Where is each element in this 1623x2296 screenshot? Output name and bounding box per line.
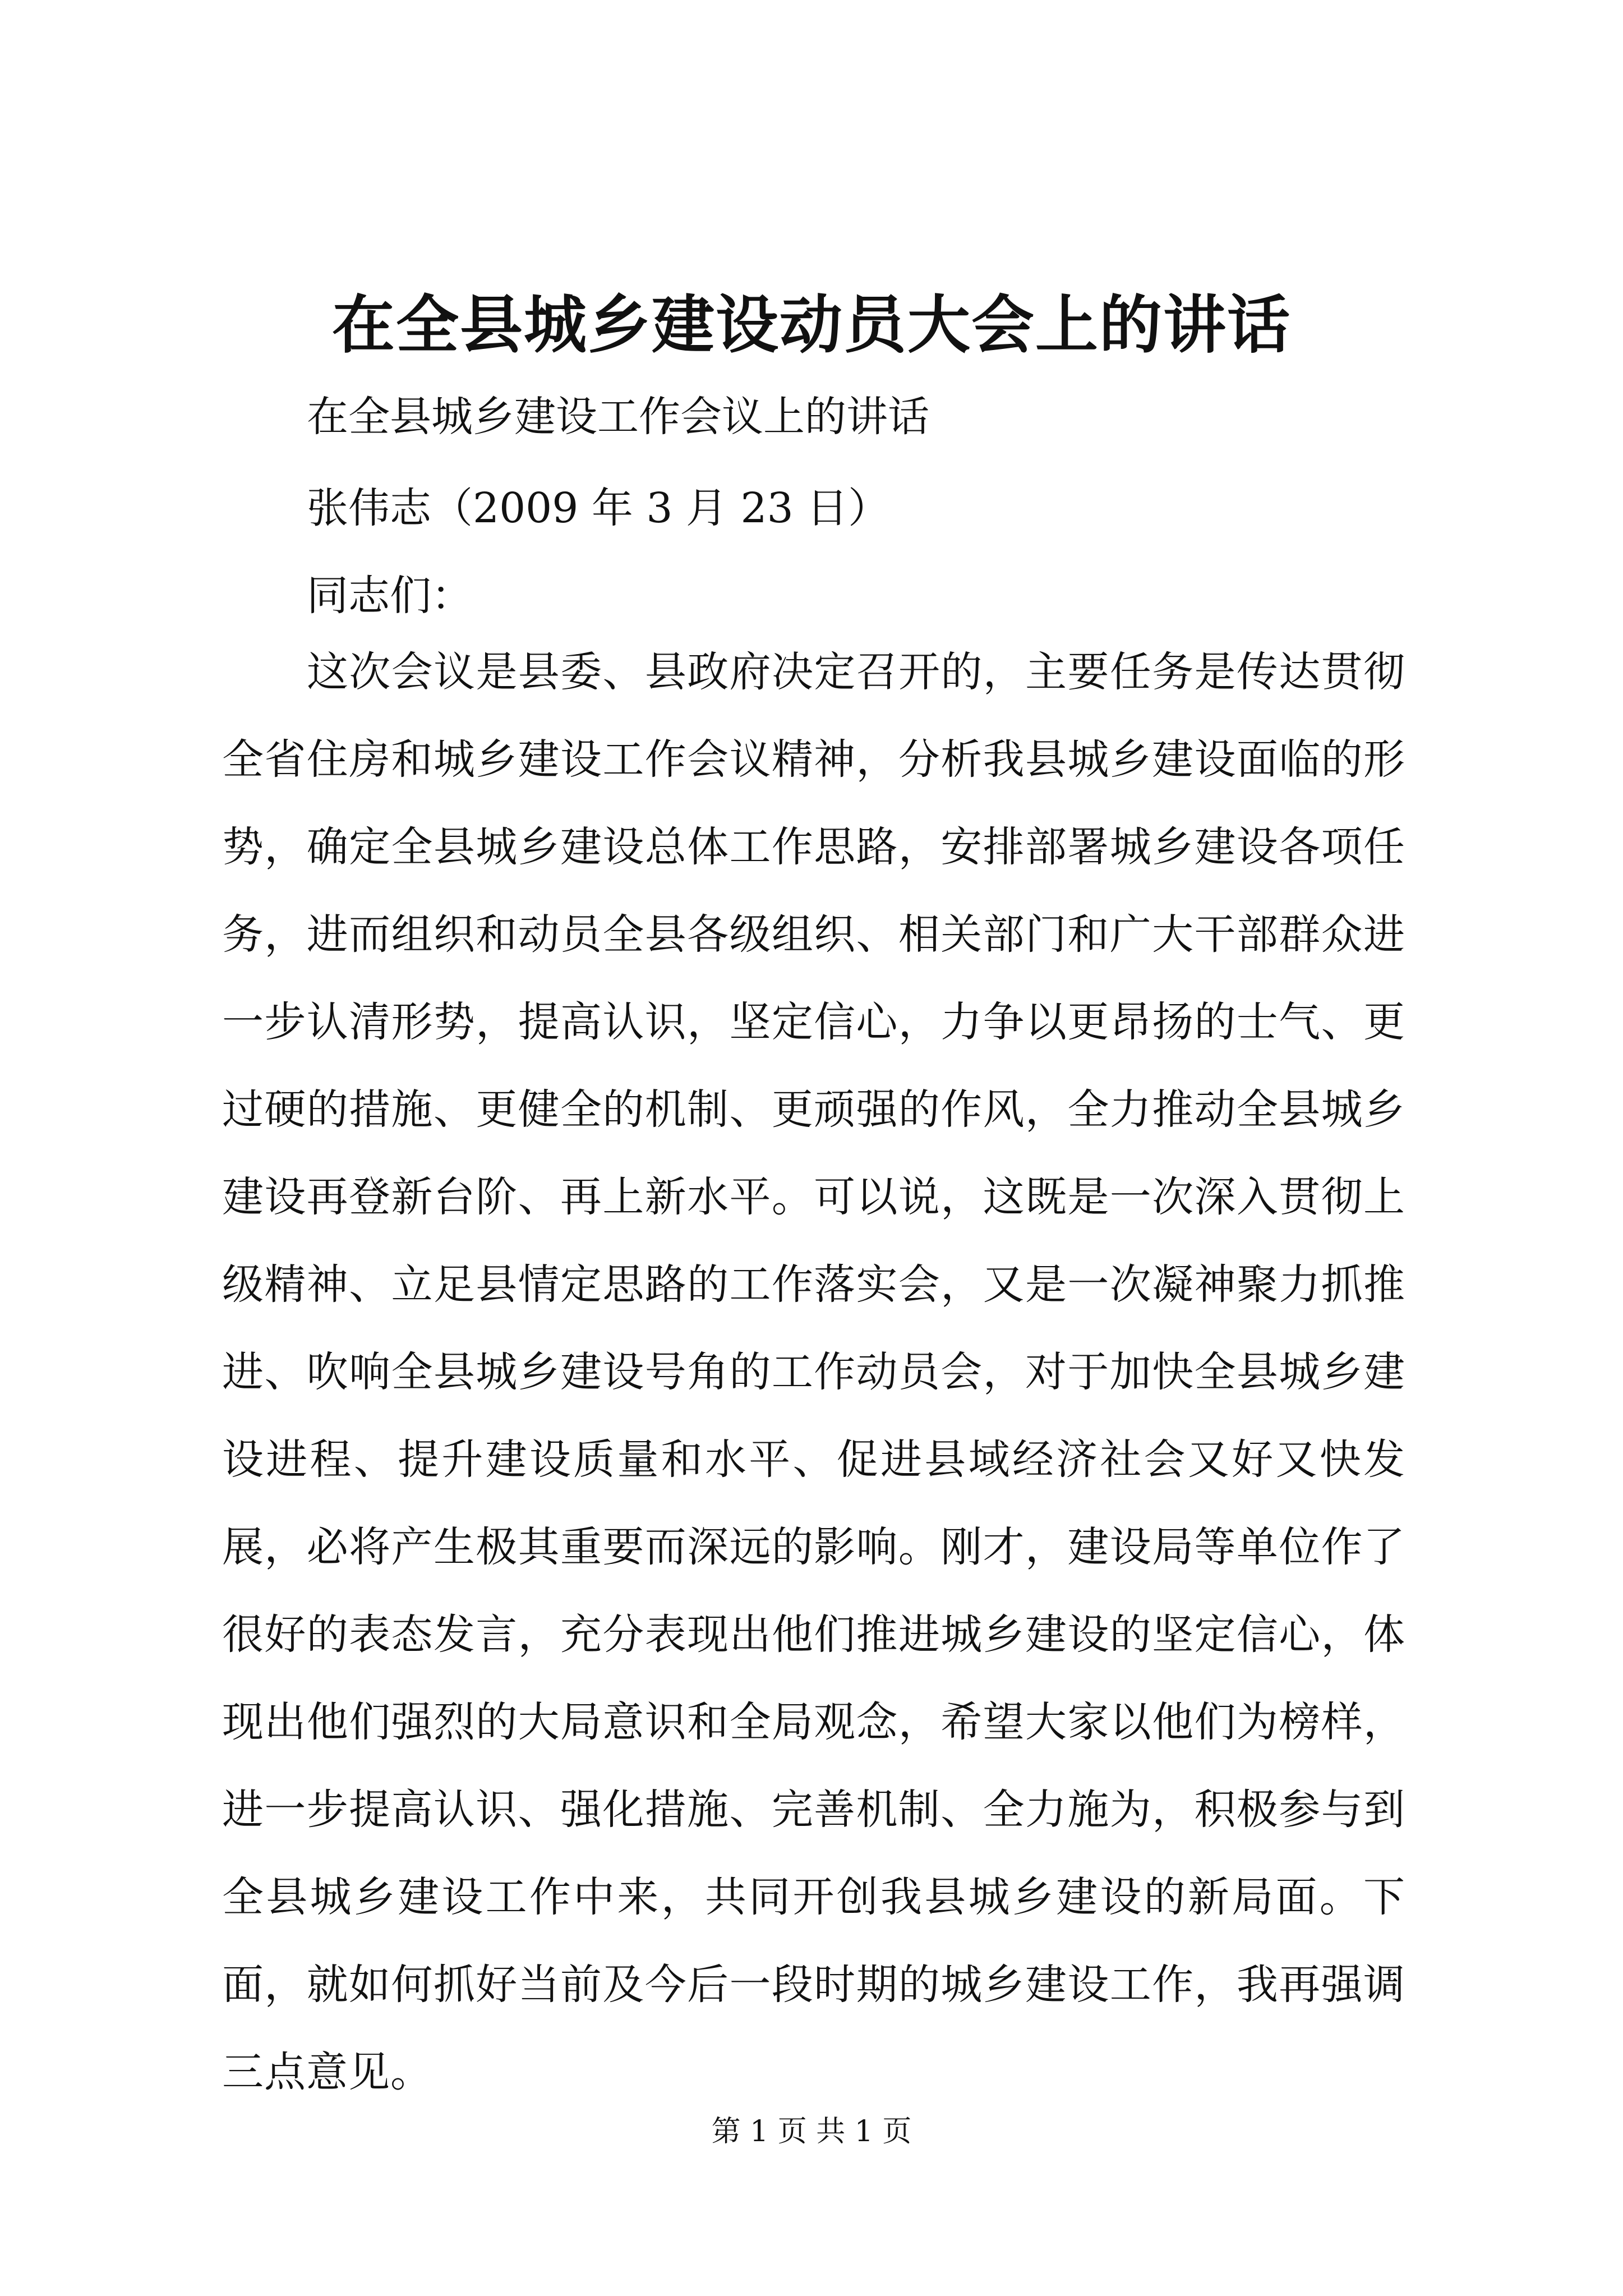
author-line: 张伟志（2009 年 3 月 23 日） bbox=[307, 484, 890, 532]
page-footer: 第 1 页 共 1 页 bbox=[711, 2115, 912, 2148]
document-title: 在全县城乡建设动员大会上的讲话 bbox=[332, 288, 1291, 362]
body-paragraph: 这次会议是县委、县政府决定召开的，主要任务是传达贯彻全省住房和城乡建设工作会议精神，分析我县城乡建设面临的形势，确定全县城乡建设总体工作思路，安排部署城乡建设各项任务，进而组织和动员全县各级组织、相关部门和广大干部群众进一步认清形势，提高认识，坚定信心，力争以更昂扬的士气、更过硬的措施、更健全的机制、更顽强的作风，全力推动全县城乡建设再登新台阶、再上新水平。可以说，这既是一次深入贯彻上级精神、立足县情定思路的工作落实会，又是一次凝神聚力抓推进、吹响全县城乡建设号角的工作动员会，对于加快全县城乡建设进程、提升建设质量和水平、促进县域经济社会又好又快发展，必将产生极其重要而深远的影响。刚才，建设局等单位作了很好的表态发言，充分表现出他们推进城乡建设的坚定信心，体现出他们强烈的大局意识和全局观念，希望大家以他们为榜样，进一步提高认识、强化措施、完善机制、全力施为，积极参与到全县城乡建设工作中来，共同开创我县城乡建设的新局面。下面，就如何抓好当前及今后一段时期的城乡建设工作，我再强调三点意见。 bbox=[222, 648, 1405, 2096]
document-subtitle: 在全县城乡建设工作会议上的讲话 bbox=[307, 393, 929, 441]
greeting: 同志们： bbox=[307, 572, 473, 620]
